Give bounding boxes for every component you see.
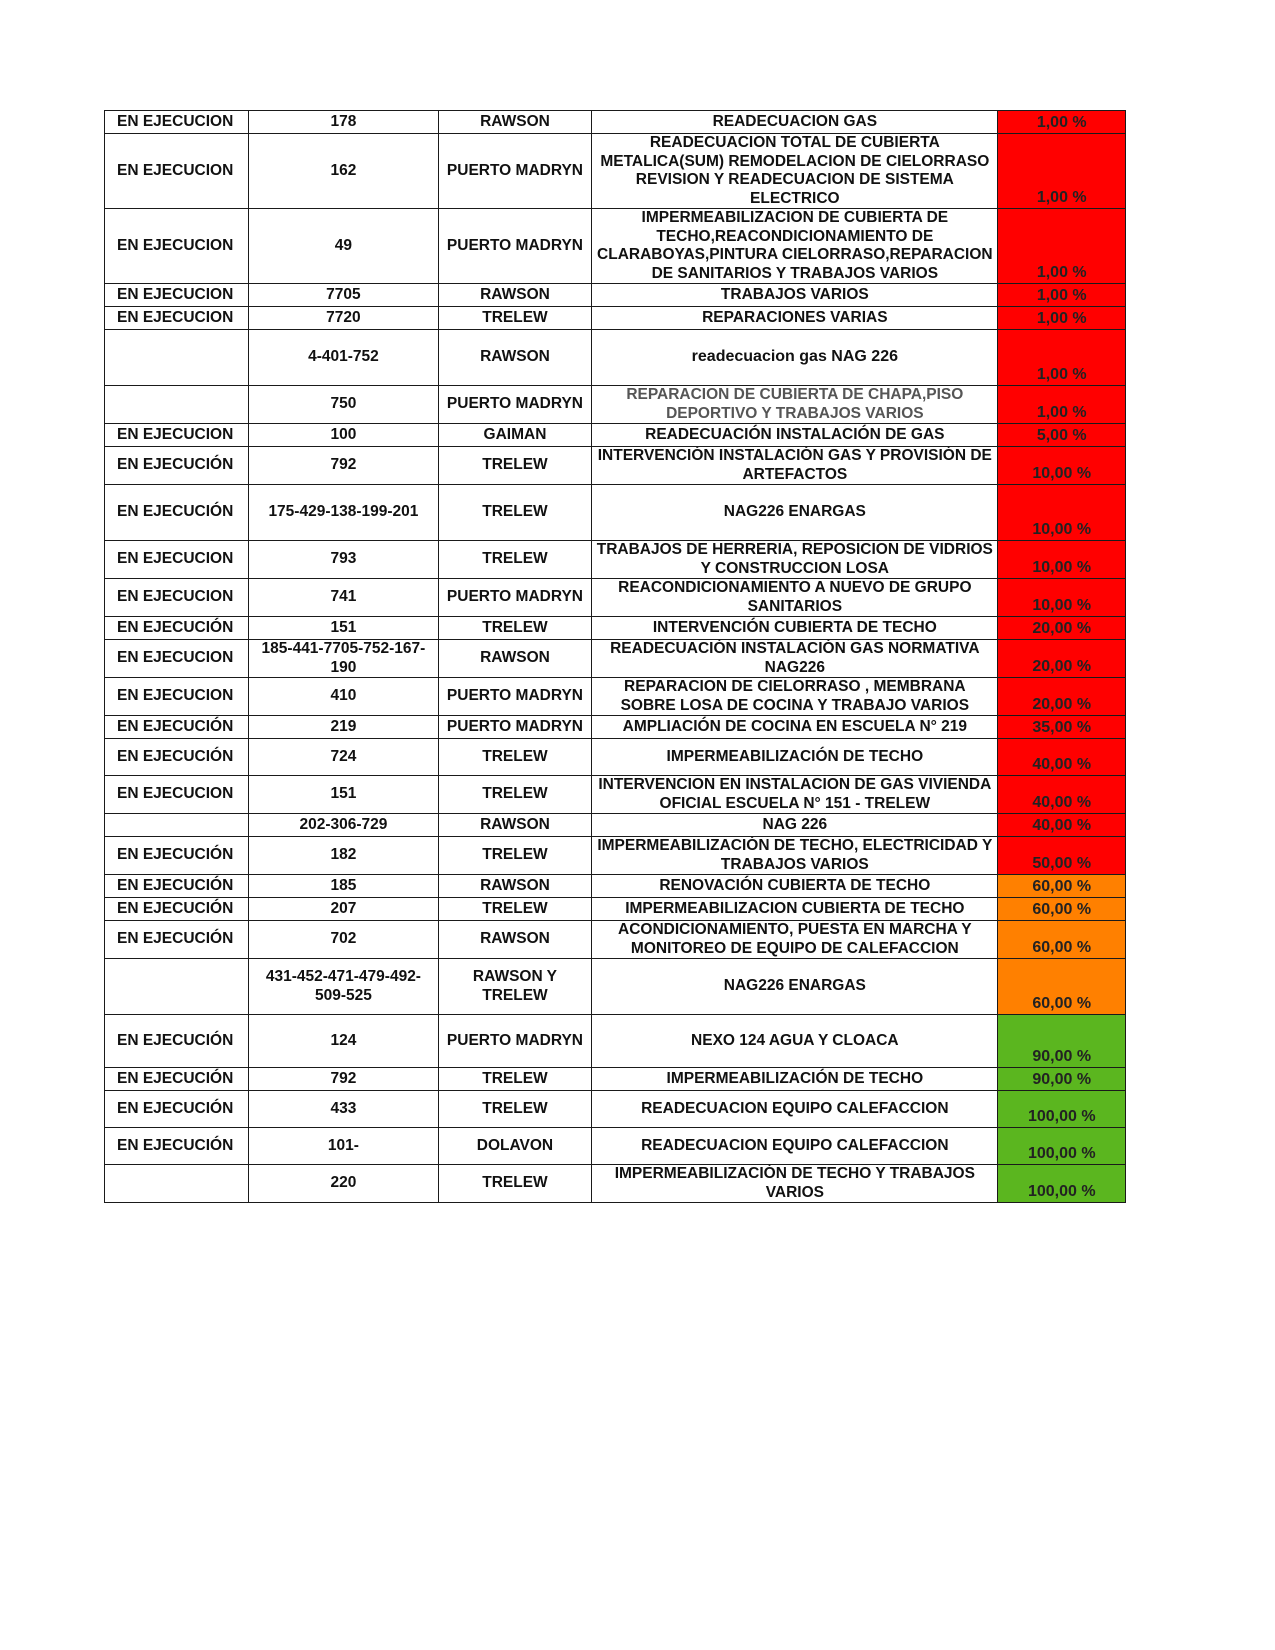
- status-cell: EN EJECUCION: [105, 111, 249, 134]
- status-cell: [105, 959, 249, 1015]
- location-cell: TRELEW: [438, 837, 591, 875]
- status-cell: EN EJECUCIÓN: [105, 921, 249, 959]
- status-cell: [105, 330, 249, 386]
- status-cell: EN EJECUCION: [105, 640, 249, 678]
- table-row: [105, 284, 1126, 307]
- table-row: [105, 579, 1126, 617]
- location-cell: RAWSON: [438, 875, 591, 898]
- status-cell: EN EJECUCIÓN: [105, 1091, 249, 1128]
- progress-cell: 10,00 %: [998, 541, 1126, 579]
- school-number-cell: 792: [249, 1068, 439, 1091]
- work-description-cell: NAG226 ENARGAS: [592, 959, 998, 1015]
- work-description-cell: readecuacion gas NAG 226: [592, 330, 998, 386]
- progress-cell: 10,00 %: [998, 485, 1126, 541]
- works-progress-table: [104, 110, 1126, 1203]
- school-number-cell: 702: [249, 921, 439, 959]
- progress-cell: 60,00 %: [998, 875, 1126, 898]
- location-cell: TRELEW: [438, 617, 591, 640]
- work-description-cell: NAG 226: [592, 814, 998, 837]
- work-description-cell: REPARACION DE CUBIERTA DE CHAPA,PISO DEPORTIVO Y TRABAJOS VARIOS: [592, 386, 998, 424]
- work-description-cell: READECUACION TOTAL DE CUBIERTA METALICA(SUM) REMODELACION DE CIELORRASO REVISION Y READECUACION DE SISTEMA ELECTRICO: [592, 134, 998, 209]
- table-row: [105, 330, 1126, 386]
- progress-cell: 100,00 %: [998, 1128, 1126, 1165]
- table-row: [105, 1015, 1126, 1068]
- works-table-body: [105, 111, 1126, 1203]
- work-description-cell: TRABAJOS DE HERRERIA, REPOSICION DE VIDRIOS Y CONSTRUCCION LOSA: [592, 541, 998, 579]
- progress-cell: 5,00 %: [998, 424, 1126, 447]
- table-row: [105, 959, 1126, 1015]
- table-row: [105, 617, 1126, 640]
- status-cell: EN EJECUCION: [105, 209, 249, 284]
- table-row: [105, 640, 1126, 678]
- table-row: [105, 541, 1126, 579]
- progress-cell: 1,00 %: [998, 307, 1126, 330]
- school-number-cell: 220: [249, 1165, 439, 1203]
- status-cell: EN EJECUCIÓN: [105, 898, 249, 921]
- progress-cell: 40,00 %: [998, 776, 1126, 814]
- location-cell: TRELEW: [438, 447, 591, 485]
- location-cell: TRELEW: [438, 898, 591, 921]
- location-cell: PUERTO MADRYN: [438, 678, 591, 716]
- table-row: [105, 1128, 1126, 1165]
- table-row: [105, 1091, 1126, 1128]
- work-description-cell: NAG226 ENARGAS: [592, 485, 998, 541]
- work-description-cell: REACONDICIONAMIENTO A NUEVO DE GRUPO SANITARIOS: [592, 579, 998, 617]
- work-description-cell: READECUACIÓN INSTALACIÓN DE GAS: [592, 424, 998, 447]
- school-number-cell: 49: [249, 209, 439, 284]
- status-cell: EN EJECUCION: [105, 424, 249, 447]
- school-number-cell: 410: [249, 678, 439, 716]
- location-cell: RAWSON: [438, 921, 591, 959]
- progress-cell: 10,00 %: [998, 447, 1126, 485]
- progress-cell: 90,00 %: [998, 1015, 1126, 1068]
- status-cell: EN EJECUCIÓN: [105, 617, 249, 640]
- progress-cell: 20,00 %: [998, 678, 1126, 716]
- location-cell: PUERTO MADRYN: [438, 579, 591, 617]
- school-number-cell: 182: [249, 837, 439, 875]
- location-cell: GAIMAN: [438, 424, 591, 447]
- location-cell: PUERTO MADRYN: [438, 1015, 591, 1068]
- progress-cell: 1,00 %: [998, 330, 1126, 386]
- table-row: [105, 739, 1126, 776]
- status-cell: EN EJECUCION: [105, 776, 249, 814]
- location-cell: PUERTO MADRYN: [438, 134, 591, 209]
- location-cell: TRELEW: [438, 541, 591, 579]
- table-row: [105, 1068, 1126, 1091]
- status-cell: EN EJECUCIÓN: [105, 716, 249, 739]
- status-cell: EN EJECUCIÓN: [105, 447, 249, 485]
- school-number-cell: 7705: [249, 284, 439, 307]
- status-cell: EN EJECUCIÓN: [105, 1068, 249, 1091]
- progress-cell: 40,00 %: [998, 739, 1126, 776]
- work-description-cell: READECUACION EQUIPO CALEFACCION: [592, 1091, 998, 1128]
- school-number-cell: 741: [249, 579, 439, 617]
- table-row: [105, 716, 1126, 739]
- location-cell: TRELEW: [438, 776, 591, 814]
- work-description-cell: IMPERMEABILIZACIÓN DE TECHO Y TRABAJOS VARIOS: [592, 1165, 998, 1203]
- school-number-cell: 431-452-471-479-492-509-525: [249, 959, 439, 1015]
- school-number-cell: 202-306-729: [249, 814, 439, 837]
- school-number-cell: 151: [249, 617, 439, 640]
- work-description-cell: IMPERMEABILIZACIÓN DE TECHO: [592, 1068, 998, 1091]
- school-number-cell: 151: [249, 776, 439, 814]
- work-description-cell: READECUACION GAS: [592, 111, 998, 134]
- progress-cell: 50,00 %: [998, 837, 1126, 875]
- location-cell: PUERTO MADRYN: [438, 386, 591, 424]
- location-cell: PUERTO MADRYN: [438, 209, 591, 284]
- location-cell: DOLAVON: [438, 1128, 591, 1165]
- location-cell: RAWSON: [438, 640, 591, 678]
- school-number-cell: 101-: [249, 1128, 439, 1165]
- table-row: [105, 875, 1126, 898]
- status-cell: EN EJECUCIÓN: [105, 1128, 249, 1165]
- school-number-cell: 219: [249, 716, 439, 739]
- status-cell: EN EJECUCION: [105, 134, 249, 209]
- location-cell: TRELEW: [438, 1068, 591, 1091]
- status-cell: EN EJECUCIÓN: [105, 485, 249, 541]
- school-number-cell: 185-441-7705-752-167-190: [249, 640, 439, 678]
- status-cell: [105, 1165, 249, 1203]
- school-number-cell: 162: [249, 134, 439, 209]
- table-row: [105, 921, 1126, 959]
- school-number-cell: 178: [249, 111, 439, 134]
- location-cell: RAWSON: [438, 814, 591, 837]
- school-number-cell: 7720: [249, 307, 439, 330]
- status-cell: EN EJECUCION: [105, 307, 249, 330]
- location-cell: TRELEW: [438, 307, 591, 330]
- work-description-cell: INTERVENCIÓN CUBIERTA DE TECHO: [592, 617, 998, 640]
- table-row: [105, 134, 1126, 209]
- location-cell: RAWSON: [438, 111, 591, 134]
- progress-cell: 100,00 %: [998, 1165, 1126, 1203]
- progress-cell: 60,00 %: [998, 921, 1126, 959]
- status-cell: EN EJECUCION: [105, 678, 249, 716]
- school-number-cell: 4-401-752: [249, 330, 439, 386]
- status-cell: EN EJECUCIÓN: [105, 875, 249, 898]
- work-description-cell: AMPLIACIÓN DE COCINA EN ESCUELA N° 219: [592, 716, 998, 739]
- table-row: [105, 814, 1126, 837]
- location-cell: PUERTO MADRYN: [438, 716, 591, 739]
- table-row: [105, 447, 1126, 485]
- location-cell: TRELEW: [438, 1165, 591, 1203]
- school-number-cell: 185: [249, 875, 439, 898]
- school-number-cell: 175-429-138-199-201: [249, 485, 439, 541]
- work-description-cell: INTERVENCION EN INSTALACION DE GAS VIVIENDA OFICIAL ESCUELA N° 151 - TRELEW: [592, 776, 998, 814]
- location-cell: TRELEW: [438, 485, 591, 541]
- table-row: [105, 898, 1126, 921]
- table-row: [105, 307, 1126, 330]
- school-number-cell: 724: [249, 739, 439, 776]
- status-cell: EN EJECUCIÓN: [105, 1015, 249, 1068]
- work-description-cell: IMPERMEABILIZACION CUBIERTA DE TECHO: [592, 898, 998, 921]
- status-cell: EN EJECUCIÓN: [105, 739, 249, 776]
- table-row: [105, 424, 1126, 447]
- progress-cell: 90,00 %: [998, 1068, 1126, 1091]
- location-cell: TRELEW: [438, 739, 591, 776]
- school-number-cell: 100: [249, 424, 439, 447]
- table-row: [105, 111, 1126, 134]
- location-cell: RAWSON: [438, 330, 591, 386]
- work-description-cell: READECUACION EQUIPO CALEFACCION: [592, 1128, 998, 1165]
- table-row: [105, 386, 1126, 424]
- table-row: [105, 1165, 1126, 1203]
- location-cell: TRELEW: [438, 1091, 591, 1128]
- status-cell: EN EJECUCION: [105, 541, 249, 579]
- school-number-cell: 750: [249, 386, 439, 424]
- progress-cell: 40,00 %: [998, 814, 1126, 837]
- work-description-cell: IMPERMEABILIZACIÓN DE TECHO: [592, 739, 998, 776]
- work-description-cell: READECUACIÓN INSTALACIÓN GAS NORMATIVA NAG226: [592, 640, 998, 678]
- location-cell: RAWSON Y TRELEW: [438, 959, 591, 1015]
- location-cell: RAWSON: [438, 284, 591, 307]
- progress-cell: 10,00 %: [998, 579, 1126, 617]
- progress-cell: 100,00 %: [998, 1091, 1126, 1128]
- school-number-cell: 433: [249, 1091, 439, 1128]
- table-row: [105, 678, 1126, 716]
- work-description-cell: REPARACION DE CIELORRASO , MEMBRANA SOBRE LOSA DE COCINA Y TRABAJO VARIOS: [592, 678, 998, 716]
- progress-cell: 1,00 %: [998, 134, 1126, 209]
- work-description-cell: ACONDICIONAMIENTO, PUESTA EN MARCHA Y MONITOREO DE EQUIPO DE CALEFACCION: [592, 921, 998, 959]
- work-description-cell: IMPERMEABILIZACIÓN DE TECHO, ELECTRICIDAD Y TRABAJOS VARIOS: [592, 837, 998, 875]
- work-description-cell: INTERVENCIÓN INSTALACIÓN GAS Y PROVISIÓN DE ARTEFACTOS: [592, 447, 998, 485]
- table-row: [105, 837, 1126, 875]
- status-cell: [105, 386, 249, 424]
- status-cell: EN EJECUCION: [105, 579, 249, 617]
- progress-cell: 1,00 %: [998, 284, 1126, 307]
- school-number-cell: 792: [249, 447, 439, 485]
- progress-cell: 60,00 %: [998, 959, 1126, 1015]
- progress-cell: 1,00 %: [998, 111, 1126, 134]
- status-cell: EN EJECUCION: [105, 284, 249, 307]
- work-description-cell: TRABAJOS VARIOS: [592, 284, 998, 307]
- status-cell: [105, 814, 249, 837]
- table-row: [105, 776, 1126, 814]
- status-cell: EN EJECUCIÓN: [105, 837, 249, 875]
- progress-cell: 20,00 %: [998, 640, 1126, 678]
- work-description-cell: RENOVACIÓN CUBIERTA DE TECHO: [592, 875, 998, 898]
- progress-cell: 1,00 %: [998, 209, 1126, 284]
- school-number-cell: 124: [249, 1015, 439, 1068]
- progress-cell: 20,00 %: [998, 617, 1126, 640]
- work-description-cell: NEXO 124 AGUA Y CLOACA: [592, 1015, 998, 1068]
- progress-cell: 60,00 %: [998, 898, 1126, 921]
- school-number-cell: 207: [249, 898, 439, 921]
- table-row: [105, 485, 1126, 541]
- table-row: [105, 209, 1126, 284]
- work-description-cell: REPARACIONES VARIAS: [592, 307, 998, 330]
- progress-cell: 1,00 %: [998, 386, 1126, 424]
- progress-cell: 35,00 %: [998, 716, 1126, 739]
- school-number-cell: 793: [249, 541, 439, 579]
- work-description-cell: IMPERMEABILIZACION DE CUBIERTA DE TECHO,REACONDICIONAMIENTO DE CLARABOYAS,PINTURA CIELORRASO,REPARACION DE SANITARIOS Y TRABAJOS VARIOS: [592, 209, 998, 284]
